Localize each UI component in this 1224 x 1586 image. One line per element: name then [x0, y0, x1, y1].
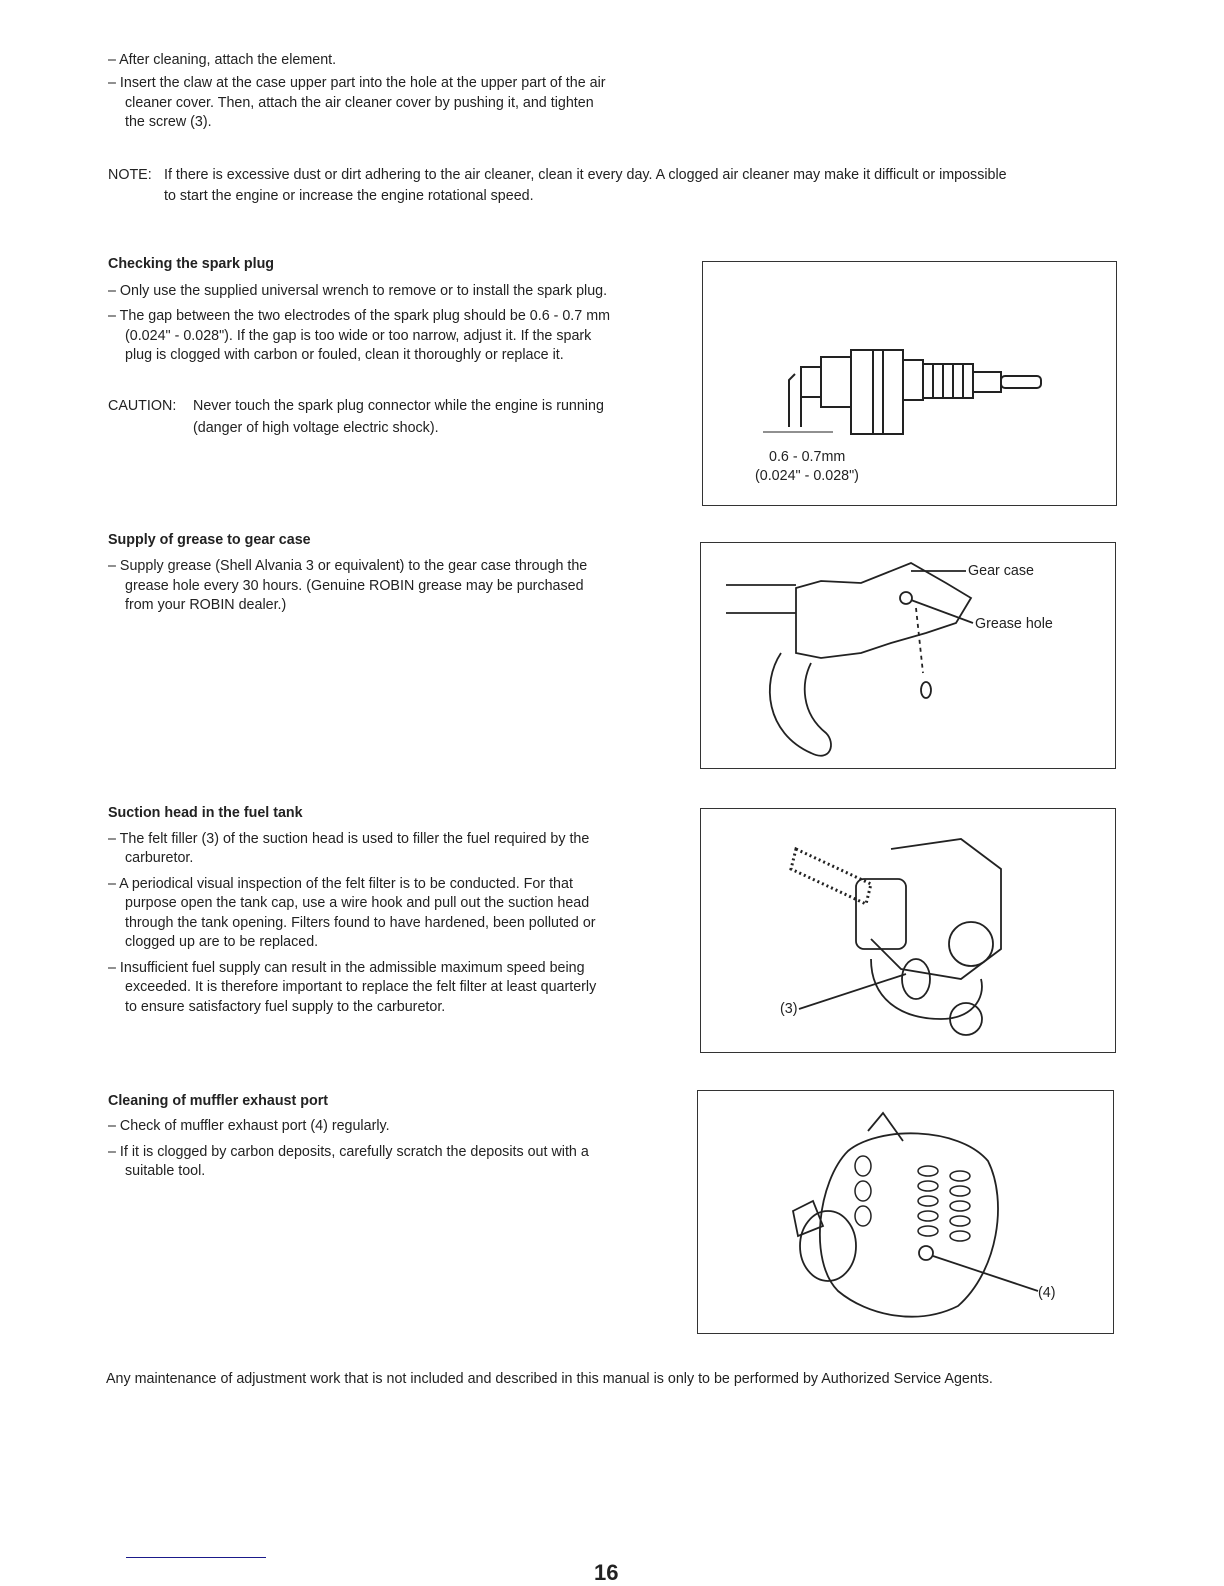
body-line: – Supply grease (Shell Alvania 3 or equivalent) to the gear case through the — [108, 558, 588, 574]
fuel-tank-figure — [700, 808, 1116, 1053]
gear-case-label: Gear case — [968, 563, 1034, 579]
intro-line: – Insert the claw at the case upper part into the hole at the upper part of the air — [108, 75, 606, 91]
body-line: clogged up are to be replaced. — [125, 934, 319, 950]
note-text: If there is excessive dust or dirt adhering to the air cleaner, clean it every day. A clogged air cleaner may make it difficult or impossible — [164, 167, 1007, 183]
note-label: NOTE: — [108, 167, 152, 183]
felt-filter-label: (3) — [780, 1001, 798, 1017]
grease-hole-label: Grease hole — [975, 616, 1053, 632]
body-line: to ensure satisfactory fuel supply to the carburetor. — [125, 999, 446, 1015]
body-line: suitable tool. — [125, 1163, 206, 1179]
spark-plug-figure — [702, 261, 1117, 506]
body-line: – If it is clogged by carbon deposits, carefully scratch the deposits out with a — [108, 1144, 589, 1160]
section-heading: Checking the spark plug — [108, 256, 275, 272]
body-line: through the tank opening. Filters found to have hardened, been polluted or — [125, 915, 596, 931]
footer-rule — [126, 1557, 266, 1558]
body-line: – Only use the supplied universal wrench to remove or to install the spark plug. — [108, 283, 608, 299]
body-line: – A periodical visual inspection of the felt filter is to be conducted. For that — [108, 876, 573, 892]
intro-line: the screw (3). — [125, 114, 212, 130]
body-line: grease hole every 30 hours. (Genuine ROBIN grease may be purchased — [125, 578, 584, 594]
gap-label-inch: (0.024" - 0.028") — [755, 468, 859, 484]
section-heading: Suction head in the fuel tank — [108, 805, 303, 821]
body-line: from your ROBIN dealer.) — [125, 597, 287, 613]
caution-text: (danger of high voltage electric shock). — [193, 420, 439, 436]
caution-text: Never touch the spark plug connector while the engine is running — [193, 398, 604, 414]
body-line: – The gap between the two electrodes of the spark plug should be 0.6 - 0.7 mm — [108, 308, 611, 324]
body-line: – Insufficient fuel supply can result in the admissible maximum speed being — [108, 960, 585, 976]
body-line: exceeded. It is therefore important to replace the felt filter at least quarterly — [125, 979, 597, 995]
section-heading: Supply of grease to gear case — [108, 532, 311, 548]
intro-line: cleaner cover. Then, attach the air cleaner cover by pushing it, and tighten — [125, 95, 594, 111]
gap-label-mm: 0.6 - 0.7mm — [769, 449, 846, 465]
gear-case-figure — [700, 542, 1116, 769]
footer-note: Any maintenance of adjustment work that is not included and described in this manual is only to be performed by Authorized Service Agents. — [106, 1371, 993, 1387]
body-line: purpose open the tank cap, use a wire hook and pull out the suction head — [125, 895, 590, 911]
gear-case-illustration — [701, 543, 1117, 770]
body-line: carburetor. — [125, 850, 194, 866]
engine-fuel-tank-illustration — [701, 809, 1117, 1054]
body-line: – The felt filler (3) of the suction head is used to filler the fuel required by the — [108, 831, 590, 847]
intro-line: – After cleaning, attach the element. — [108, 52, 337, 68]
muffler-figure — [697, 1090, 1114, 1334]
body-line: (0.024" - 0.028"). If the gap is too wide or too narrow, adjust it. If the spark — [125, 328, 592, 344]
body-line: plug is clogged with carbon or fouled, clean it thoroughly or replace it. — [125, 347, 564, 363]
exhaust-port-label: (4) — [1038, 1285, 1056, 1301]
caution-label: CAUTION: — [108, 398, 177, 414]
note-text: to start the engine or increase the engine rotational speed. — [164, 188, 534, 204]
body-line: – Check of muffler exhaust port (4) regularly. — [108, 1118, 390, 1134]
page-number: 16 — [594, 1560, 619, 1585]
section-heading: Cleaning of muffler exhaust port — [108, 1093, 329, 1109]
